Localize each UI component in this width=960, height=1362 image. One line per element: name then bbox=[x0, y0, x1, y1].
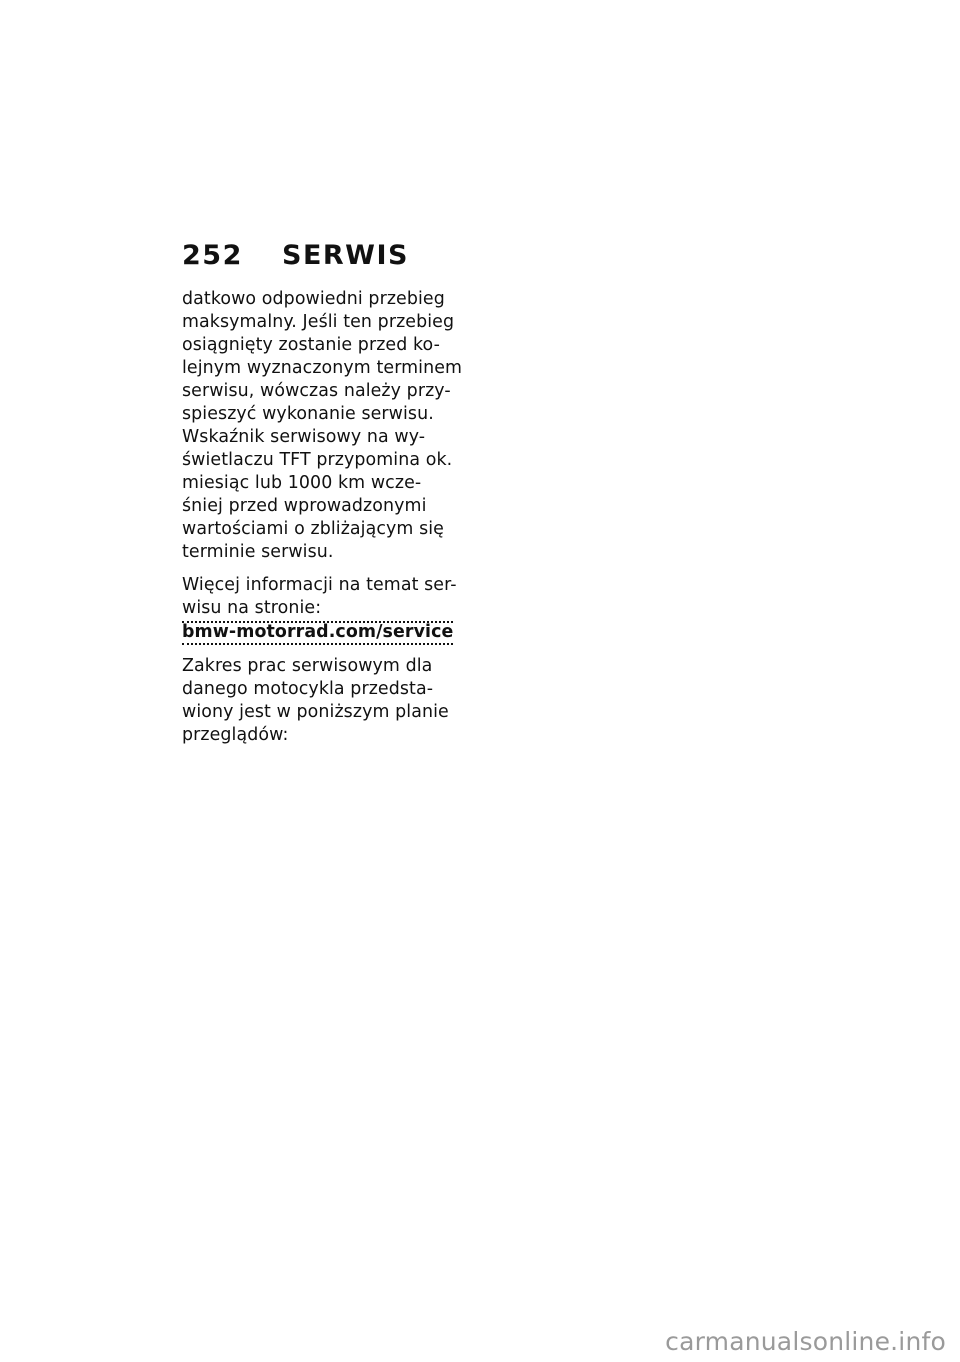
text-line: serwisu, wówczas należy przy- bbox=[182, 381, 451, 401]
text-line: świetlaczu TFT przypomina ok. bbox=[182, 450, 453, 470]
paragraph-service-scope bbox=[182, 655, 454, 747]
section-title: SERWIS bbox=[282, 240, 409, 271]
text-line: maksymalny. Jeśli ten przebieg bbox=[182, 312, 455, 332]
text-line: spieszyć wykonanie serwisu. bbox=[182, 404, 434, 424]
text-line: przeglądów: bbox=[182, 725, 289, 745]
text-column bbox=[182, 288, 463, 757]
text-line: osiągnięty zostanie przed ko- bbox=[182, 335, 440, 355]
service-website-link[interactable]: bmw-motorrad.com/service bbox=[182, 621, 453, 645]
page-number: 252 bbox=[182, 240, 243, 271]
text-line: lejnym wyznaczonym terminem bbox=[182, 358, 463, 378]
watermark: carmanualsonline.info bbox=[665, 1327, 946, 1356]
paragraph-more-info bbox=[182, 574, 457, 645]
page-header bbox=[182, 240, 409, 271]
text-line: Więcej informacji na temat ser- bbox=[182, 575, 457, 595]
text-line: Wskaźnik serwisowy na wy- bbox=[182, 427, 426, 447]
text-line: wiony jest w poniższym planie bbox=[182, 702, 449, 722]
text-line: terminie serwisu. bbox=[182, 542, 334, 562]
paragraph-service-interval bbox=[182, 288, 463, 564]
text-line: wartościami o zbliżającym się bbox=[182, 519, 444, 539]
text-line: śniej przed wprowadzonymi bbox=[182, 496, 427, 516]
text-line: wisu na stronie: bbox=[182, 598, 322, 618]
text-line: datkowo odpowiedni przebieg bbox=[182, 289, 445, 309]
text-line: miesiąc lub 1000 km wcze- bbox=[182, 473, 422, 493]
text-line: Zakres prac serwisowym dla bbox=[182, 656, 433, 676]
text-line: danego motocykla przedsta- bbox=[182, 679, 434, 699]
